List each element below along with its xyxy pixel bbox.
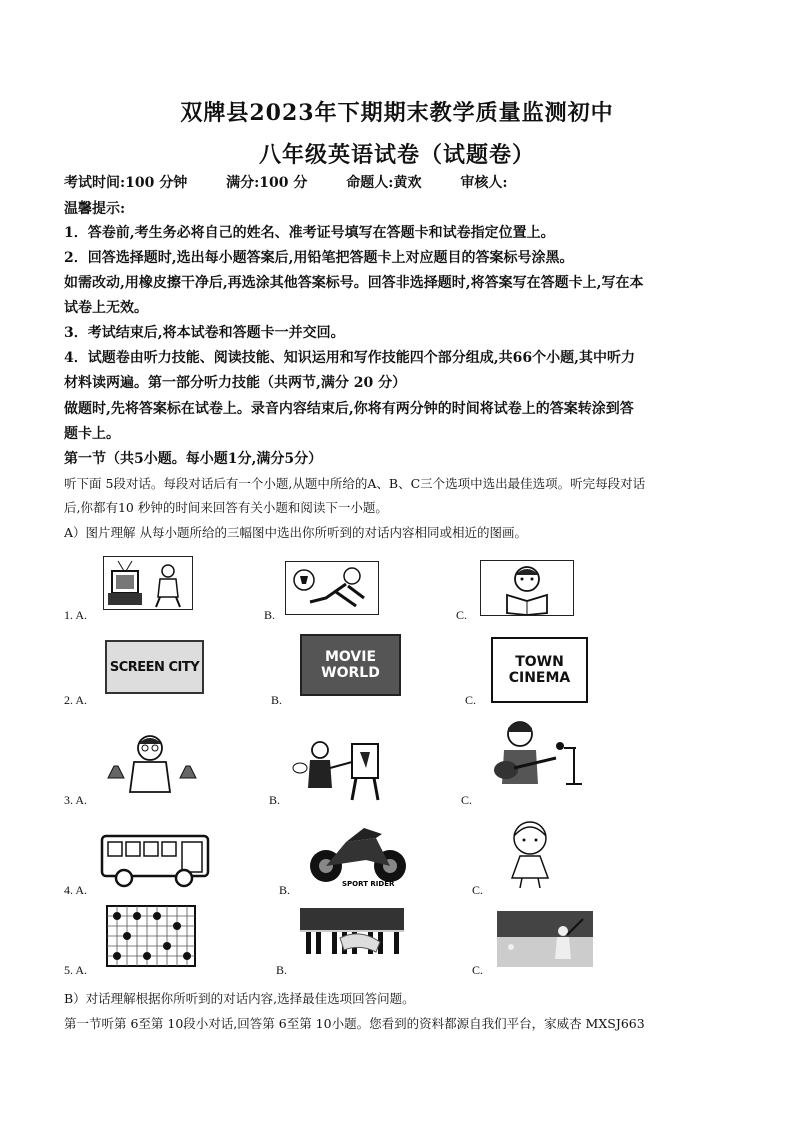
q4-a-label: 4. A. <box>64 883 88 897</box>
q1-b-football-image <box>285 561 379 615</box>
q1-c-label: C. <box>456 608 468 622</box>
q2-c-sign-text-1: TOWN <box>515 654 564 670</box>
q3-c-label: C. <box>461 793 473 807</box>
q2-c-sign-image <box>491 637 588 703</box>
notice-line-5: 3．考试结束后,将本试卷和答题卡一并交回。 <box>64 325 345 341</box>
part-b-note: 第一节听第 6至第 10段小对话,回答第 6至第 10小题。您看到的资料都源自我们平台，家威杏 MXSJ663 <box>64 1016 645 1031</box>
exam-time: 考试时间:100 分钟 <box>64 175 188 191</box>
q3-c-singer-image <box>486 718 590 786</box>
notice-line-2: 2．回答选择题时,选出每小题答案后,用铅笔把答题卡上对应题目的答案标号涂黑。 <box>64 250 574 266</box>
notice-heading: 温馨提示: <box>64 201 126 217</box>
notice-line-9: 题卡上。 <box>64 426 120 442</box>
q5-b-label: B. <box>276 963 288 977</box>
notice-line-8: 做题时,先将答案标在试卷上。录音内容结束后,你将有两分钟的时间将试卷上的答案转涂到答 <box>64 401 634 417</box>
full-score: 满分:100 分 <box>226 175 308 191</box>
q1-a-label: 1. A. <box>64 608 88 622</box>
q3-b-painter-image <box>290 738 390 802</box>
q2-a-label: 2. A. <box>64 693 88 707</box>
notice-line-4: 试卷上无效。 <box>64 300 148 316</box>
q5-a-chess-image <box>105 904 197 968</box>
q5-a-label: 5. A. <box>64 963 88 977</box>
author: 命题人:黄欢 <box>346 175 422 191</box>
q2-c-sign-text-2: CINEMA <box>508 670 571 686</box>
title-line-1: 双牌县2023年下期期末教学质量监测初中 <box>180 100 614 126</box>
title-line-2: 八年级英语试卷（试题卷） <box>258 142 535 168</box>
part-a-instruction: A）图片理解 从每小题所给的三幅图中选出你所听到的对话内容相同或相近的图画。 <box>64 525 528 540</box>
reviewer: 审核人: <box>460 175 508 191</box>
q1-b-label: B. <box>264 608 276 622</box>
q5-b-piano-image <box>300 908 404 972</box>
q2-b-label: B. <box>271 693 283 707</box>
q4-c-label: C. <box>472 883 484 897</box>
part-b-heading: B）对话理解根据你所听到的对话内容,选择最佳选项回答问题。 <box>64 991 415 1006</box>
section1-desc-1: 听下面 5段对话。每段对话后有一个小题,从题中所给的A、B、C三个选项中选出最佳选项。听完每段对话 <box>64 476 646 491</box>
q4-b-brand-text: SPORT RIDER <box>342 880 395 888</box>
notice-line-3: 如需改动,用橡皮擦干净后,再选涂其他答案标号。回答非选择题时,将答案写在答题卡上,写在本 <box>64 275 644 291</box>
q5-c-baseball-image <box>497 911 593 967</box>
q4-a-bus-image <box>100 832 212 890</box>
q4-b-label: B. <box>279 883 291 897</box>
q2-a-sign-image <box>105 640 204 694</box>
q2-b-sign-text-1: MOVIE <box>324 649 377 665</box>
q1-a-tv-image <box>103 556 193 610</box>
notice-line-7: 材料读两遍。第一部分听力技能（共两节,满分 20 分） <box>64 375 407 391</box>
q4-b-motorbike-image <box>306 820 410 890</box>
q3-b-label: B. <box>269 793 281 807</box>
q2-b-sign-text-2: WORLD <box>321 665 380 681</box>
q2-b-sign-image <box>300 634 401 696</box>
q5-c-label: C. <box>472 963 484 977</box>
q4-c-girl-image <box>496 818 566 890</box>
section1-heading: 第一节（共5小题。每小题1分,满分5分） <box>64 451 323 467</box>
q1-c-reading-image <box>480 560 574 616</box>
q3-a-scientist-image <box>100 732 200 798</box>
notice-line-1: 1．答卷前,考生务必将自己的姓名、准考证号填写在答题卡和试卷指定位置上。 <box>64 225 555 241</box>
q3-a-label: 3. A. <box>64 793 88 807</box>
q2-c-label: C. <box>465 693 477 707</box>
exam-meta <box>64 174 734 192</box>
q2-a-sign-text: SCREEN CITY <box>109 659 200 675</box>
section1-desc-2: 后,你都有10 秒钟的时间来回答有关小题和阅读下一小题。 <box>64 500 388 515</box>
notice-line-6: 4．试题卷由听力技能、阅读技能、知识运用和写作技能四个部分组成,共66个小题,其中听力 <box>64 350 635 366</box>
